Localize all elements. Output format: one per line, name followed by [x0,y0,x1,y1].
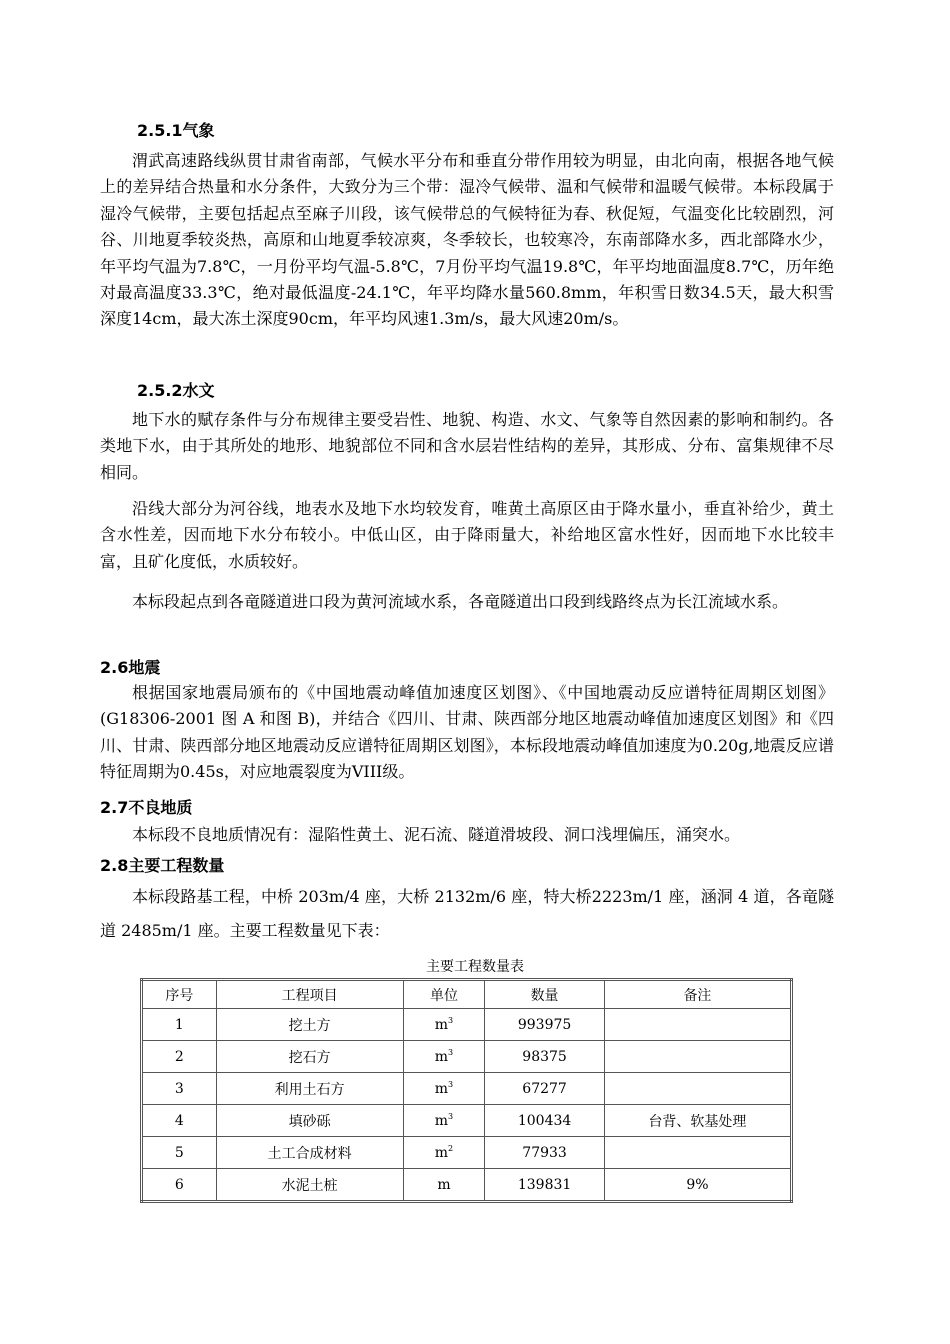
unit-text: m [434,1048,449,1065]
table-row [142,1009,792,1041]
cell-note: 台背、软基处理 [604,1105,791,1137]
cell-quantity: 67277 [485,1073,605,1105]
table-row [142,1041,792,1073]
heading-2-7: 2.7不良地质 [100,798,193,817]
header-item: 工程项目 [216,980,403,1009]
unit-text: m [434,1016,449,1033]
cell-no: 3 [142,1073,217,1105]
cell-item: 利用土石方 [216,1073,403,1105]
paragraph-earthquake: 根据国家地震局颁布的《中国地震动峰值加速度区划图》、《中国地震动反应谱特征周期区划图》(G18306-2001 图 A 和图 B)，并结合《四川、甘肃、陕西部分地区地震动峰值加速度区划图》和《四川、甘肃、陕西部分地区地震动反应谱特征周期区划图》，本标段地震动峰值加速度为0.20g,地震反应谱特征周期为0.45s，对应地震裂度为VIII级。 [100,683,834,782]
heading-2-5-2: 2.5.2水文 [137,381,215,400]
unit-superscript: 3 [448,1015,454,1025]
cell-no: 4 [142,1105,217,1137]
cell-no: 6 [142,1169,217,1202]
cell-item: 水泥土桩 [216,1169,403,1202]
header-note: 备注 [604,980,791,1009]
header-no: 序号 [142,980,217,1009]
cell-unit [403,1073,485,1105]
header-quantity: 数量 [485,980,605,1009]
cell-note [604,1041,791,1073]
heading-2-8: 2.8主要工程数量 [100,856,225,875]
cell-quantity: 100434 [485,1105,605,1137]
unit-superscript: 3 [448,1079,454,1089]
cell-item: 填砂砾 [216,1105,403,1137]
cell-unit [403,1137,485,1169]
unit-text: m [434,1144,449,1161]
table-row [142,1073,792,1105]
paragraph-hydrology-3: 本标段起点到各竜隧道进口段为黄河流域水系，各竜隧道出口段到线路终点为长江流域水系。 [132,592,789,611]
quantities-table [140,978,793,1203]
cell-item: 挖石方 [216,1041,403,1073]
cell-quantity: 993975 [485,1009,605,1041]
cell-unit [403,1105,485,1137]
paragraph-bad-geology: 本标段不良地质情况有：湿陷性黄土、泥石流、隧道滑坡段、洞口浅埋偏压，涌突水。 [132,825,741,844]
cell-note [604,1137,791,1169]
unit-superscript: 3 [448,1111,454,1121]
unit-superscript: 3 [448,1047,454,1057]
heading-2-6: 2.6地震 [100,658,161,677]
cell-item: 挖土方 [216,1009,403,1041]
header-unit: 单位 [403,980,485,1009]
cell-no: 1 [142,1009,217,1041]
unit-text: m [437,1176,451,1193]
cell-note [604,1009,791,1041]
cell-no: 5 [142,1137,217,1169]
paragraph-climate: 渭武高速路线纵贯甘肃省南部，气候水平分布和垂直分带作用较为明显，由北向南，根据各地气候上的差异结合热量和水分条件，大致分为三个带：湿冷气候带、温和气候带和温暖气候带。本标段属于湿冷气候带，主要包括起点至麻子川段，该气候带总的气候特征为春、秋促短，气温变化比较剧烈，河谷、川地夏季较炎热，高原和山地夏季较凉爽，冬季较长，也较寒冷，东南部降水多，西北部降水少，年平均气温为7.8℃，一月份平均气温-5.8℃，7月份平均气温19.8℃，年平均地面温度8.7℃，历年绝对最高温度33.3℃，绝对最低温度-24.1℃，年平均降水量560.8mm，年积雪日数34.5天，最大积雪深度14cm，最大冻土深度90cm，年平均风速1.3m/s，最大风速20m/s。 [100,151,834,329]
paragraph-hydrology-2: 沿线大部分为河谷线，地表水及地下水均较发育，唯黄土高原区由于降水量小，垂直补给少，黄土含水性差，因而地下水分布较小。中低山区，由于降雨量大，补给地区富水性好，因而地下水比较丰富，且矿化度低，水质较好。 [100,499,834,571]
cell-unit [403,1009,485,1041]
table-header-row [142,980,792,1009]
table-caption: 主要工程数量表 [426,959,524,975]
cell-note [604,1073,791,1105]
table-row [142,1137,792,1169]
cell-quantity: 139831 [485,1169,605,1202]
cell-quantity: 98375 [485,1041,605,1073]
paragraph-hydrology-1: 地下水的赋存条件与分布规律主要受岩性、地貌、构造、水文、气象等自然因素的影响和制约。各类地下水，由于其所处的地形、地貌部位不同和含水层岩性结构的差异，其形成、分布、富集规律不尽相同。 [100,410,834,482]
unit-text: m [434,1112,449,1129]
cell-item: 土工合成材料 [216,1137,403,1169]
cell-quantity: 77933 [485,1137,605,1169]
cell-note: 9% [604,1169,791,1202]
cell-no: 2 [142,1041,217,1073]
heading-2-5-1: 2.5.1气象 [137,121,215,140]
cell-unit [403,1169,485,1202]
cell-unit [403,1041,485,1073]
unit-text: m [434,1080,449,1097]
paragraph-quantities: 本标段路基工程，中桥 203m/4 座，大桥 2132m/6 座，特大桥2223m/1 座，涵洞 4 道，各竜隧道 2485m/1 座。主要工程数量见下表： [100,887,834,940]
unit-superscript: 2 [448,1143,454,1153]
table-row [142,1169,792,1202]
table-row [142,1105,792,1137]
